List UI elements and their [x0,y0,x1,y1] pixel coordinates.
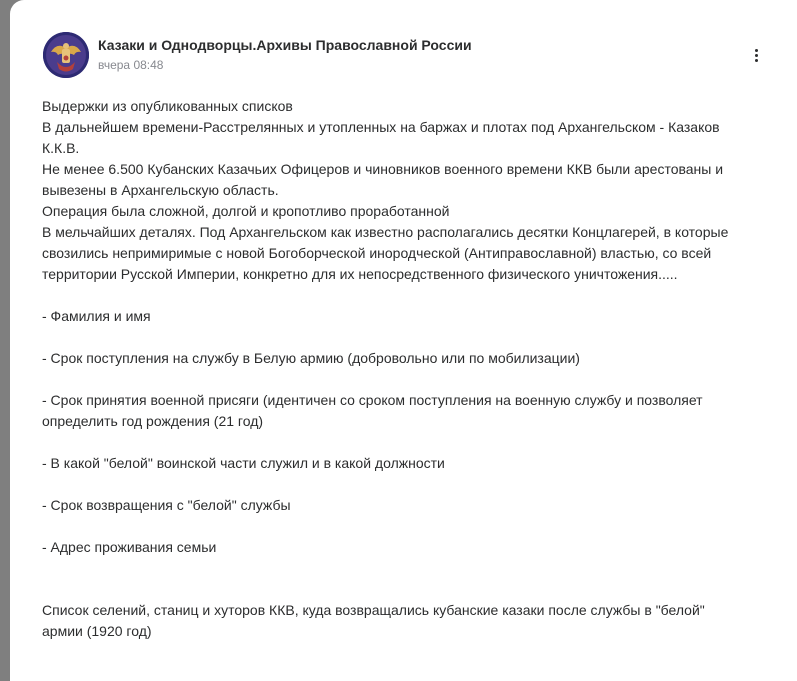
post-text-line [42,558,767,579]
post-text-line [42,432,767,453]
post-text-line: В мельчайших деталях. Под Архангельском как известно располагались десятки Концлагерей, в которые [42,224,729,240]
post-text-line [42,516,767,537]
post-text-line: Выдержки из опубликованных списков [42,98,293,114]
post-text-line: территории Русской Империи, конкретно для их непосредственного физического уничтожения..... [42,266,678,282]
post-text-line: определить год рождения (21 год) [42,413,264,429]
post-text-line: - Срок возвращения с "белой" службы [42,497,291,513]
more-options-button[interactable] [748,42,764,68]
post-text [42,96,767,642]
post-text-line [42,327,767,348]
post-text-line: Список селений, станиц и хуторов ККВ, куда возвращались кубанские казаки после службы в "белой" [42,602,705,618]
post-text-line: - Срок принятия военной присяги (идентичен со сроком поступления на военную службу и позволяет [42,392,703,408]
author-name[interactable]: Казаки и Однодворцы.Архивы Православной России [98,37,472,53]
post-text-line: В дальнейшем времени-Расстрелянных и утопленных на баржах и плотах под Архангельском - Казаков [42,119,720,135]
post-text-line [42,369,767,390]
avatar[interactable] [43,32,89,78]
more-vertical-icon [755,49,758,52]
post-text-line: Не менее 6.500 Кубанских Казачьих Офицеров и чиновников военного времени ККВ были арестованы и [42,161,724,177]
post-text-line: - В какой "белой" воинской части служил и в какой должности [42,455,445,471]
post-text-line: Операция была сложной, долгой и кропотливо проработанной [42,203,450,219]
post-card [10,0,797,681]
post-text-line: - Адрес проживания семьи [42,539,217,555]
post-text-line [42,579,767,600]
post-text-line: вывезены в Архангельскую область. [42,182,279,198]
eagle-emblem-icon [43,32,89,78]
post-text-line: армии (1920 год) [42,623,152,639]
post-text-line: - Срок поступления на службу в Белую армию (добровольно или по мобилизации) [42,350,580,366]
post-text-line: К.К.В. [42,140,80,156]
post-text-line [42,474,767,495]
post-time[interactable]: вчера 08:48 [98,58,164,72]
post-text-line: свозились непримиримые с новой Богоборческой инородческой (Антиправославной) властью, со всей [42,245,712,261]
post-text-line [42,285,767,306]
post-text-line: - Фамилия и имя [42,308,151,324]
